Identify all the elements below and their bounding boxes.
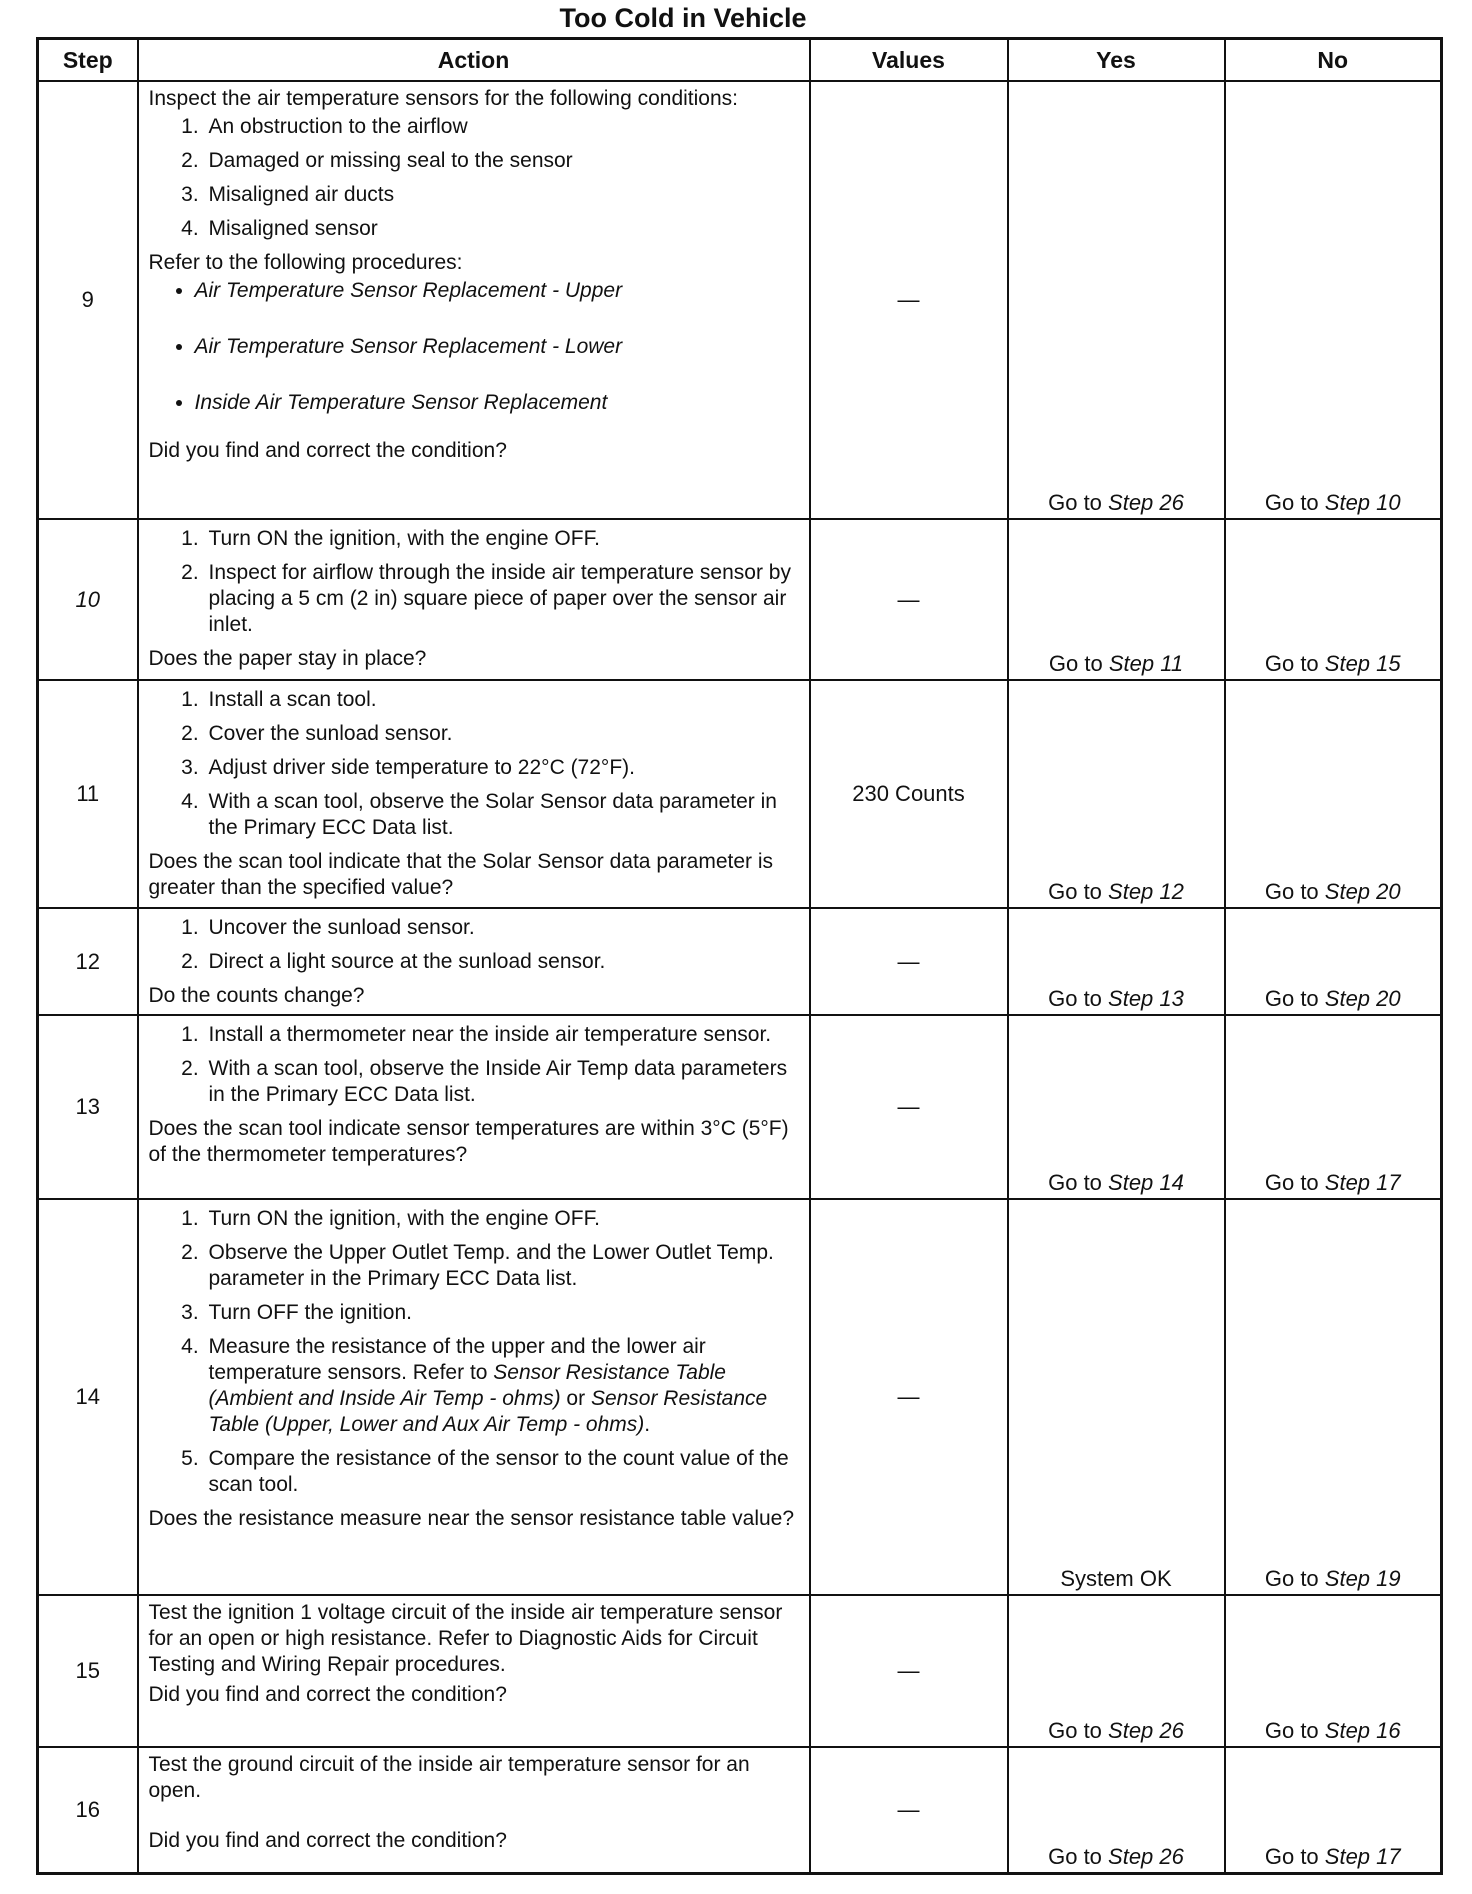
header-values: Values — [810, 39, 1008, 82]
table-row — [38, 1015, 1442, 1199]
list-item: 1. An obstruction to the airflow — [205, 114, 799, 140]
step-link[interactable]: Step 15 — [1324, 651, 1401, 676]
goto-prefix: Go to — [1264, 651, 1325, 676]
action-cell — [138, 908, 810, 1015]
action-intro: Test the ignition 1 voltage circuit of the inside air temperature sensor for an open or high resistance. Refer to Diagnostic Aids for Circuit Testing and Wiring Repair procedures. — [148, 1601, 783, 1676]
action-cell — [138, 1199, 810, 1595]
step-link[interactable]: Step 26 — [1108, 1843, 1184, 1869]
item-text: or — [560, 1387, 591, 1410]
action-question: Did you find and correct the condition? — [148, 1829, 507, 1852]
list-item: 4. With a scan tool, observe the Solar Sensor data parameter in the Primary ECC Data list. — [205, 789, 799, 841]
action-list — [149, 114, 799, 242]
item-text: Measure the resistance of the upper and the lower air temperature sensors. Refer to — [208, 1335, 706, 1384]
item-text: . — [644, 1413, 651, 1436]
list-item: 3. Turn OFF the ignition. — [205, 1300, 799, 1326]
step-number: 12 — [38, 908, 138, 1015]
goto-prefix: Go to — [1264, 879, 1325, 904]
step-link[interactable]: Step 20 — [1324, 879, 1401, 904]
step-link[interactable]: Step 20 — [1324, 986, 1401, 1011]
step-link[interactable]: Step 12 — [1108, 879, 1184, 904]
step-number: 14 — [38, 1199, 138, 1595]
yes-cell — [1008, 908, 1225, 1015]
header-no: No — [1225, 39, 1442, 82]
reference-link[interactable]: Sensor Resistance Table (Upper, Lower and Aux Air Temp - ohms) — [208, 1387, 768, 1436]
goto-prefix: Go to — [1048, 490, 1109, 515]
yes-cell: System OK — [1008, 1199, 1225, 1595]
no-cell — [1225, 519, 1442, 680]
list-item: 1. Install a thermometer near the inside air temperature sensor. — [205, 1022, 799, 1048]
list-item: 3. Misaligned air ducts — [205, 182, 799, 208]
step-number: 15 — [38, 1595, 138, 1747]
list-item: 1. Turn ON the ignition, with the engine OFF. — [205, 526, 799, 552]
action-intro: Test the ground circuit of the inside air temperature sensor for an open. — [148, 1753, 750, 1802]
goto-prefix: Go to — [1264, 986, 1325, 1011]
step-link[interactable]: Step 10 — [1324, 490, 1401, 515]
action-question: Does the scan tool indicate sensor temperatures are within 3°C (5°F) of the thermometer temperatures? — [148, 1117, 789, 1166]
goto-prefix: Go to — [1048, 879, 1109, 904]
step-link[interactable]: Step 13 — [1108, 986, 1184, 1011]
step-link[interactable]: Step 19 — [1324, 1566, 1401, 1591]
list-item: 2. Observe the Upper Outlet Temp. and the Lower Outlet Temp. parameter in the Primary ECC Data list. — [205, 1240, 799, 1292]
action-list — [149, 915, 799, 975]
yes-cell — [1008, 680, 1225, 908]
goto-prefix: Go to — [1264, 1566, 1325, 1591]
no-cell — [1225, 1015, 1442, 1199]
value-cell: 230 Counts — [810, 680, 1008, 908]
action-list — [149, 1206, 799, 1498]
step-link[interactable]: Step 17 — [1324, 1170, 1401, 1195]
goto-prefix: Go to — [1048, 986, 1109, 1011]
value-cell: — — [810, 81, 1008, 519]
action-question: Does the resistance measure near the sensor resistance table value? — [148, 1507, 795, 1530]
action-intro: Inspect the air temperature sensors for the following conditions: — [148, 87, 738, 110]
list-item: 2. Direct a light source at the sunload sensor. — [205, 949, 799, 975]
goto-prefix: Go to — [1264, 1843, 1325, 1869]
table-header-row — [38, 39, 1442, 82]
table-row — [38, 1747, 1442, 1873]
list-item: 3. Adjust driver side temperature to 22°C (72°F). — [205, 755, 799, 781]
value-cell: — — [810, 1015, 1008, 1199]
yes-cell — [1008, 519, 1225, 680]
list-item: 1. Uncover the sunload sensor. — [205, 915, 799, 941]
table-row — [38, 680, 1442, 908]
goto-prefix: Go to — [1048, 651, 1109, 676]
yes-cell — [1008, 1747, 1225, 1873]
no-cell — [1225, 1747, 1442, 1873]
step-number: 10 — [38, 519, 138, 680]
step-number: 11 — [38, 680, 138, 908]
value-cell: — — [810, 519, 1008, 680]
list-item: 1. Turn ON the ignition, with the engine OFF. — [205, 1206, 799, 1232]
action-list — [149, 1022, 799, 1108]
no-cell — [1225, 1199, 1442, 1595]
action-question: Does the paper stay in place? — [148, 647, 427, 670]
list-item: 2. Inspect for airflow through the inside air temperature sensor by placing a 5 cm (2 in) square piece of paper over the sensor air inlet. — [205, 560, 799, 638]
yes-cell — [1008, 1015, 1225, 1199]
goto-prefix: Go to — [1264, 1718, 1325, 1743]
action-question: Did you find and correct the condition? — [148, 1683, 507, 1706]
action-list — [149, 526, 799, 638]
action-cell — [138, 1747, 810, 1873]
goto-prefix: Go to — [1264, 1170, 1325, 1195]
goto-prefix: Go to — [1048, 1718, 1109, 1743]
table-row — [38, 81, 1442, 519]
step-link[interactable]: Step 14 — [1108, 1170, 1184, 1195]
action-question: Do the counts change? — [148, 984, 365, 1007]
value-cell: — — [810, 1199, 1008, 1595]
value-cell: — — [810, 908, 1008, 1015]
action-list — [149, 687, 799, 841]
action-cell — [138, 1015, 810, 1199]
header-step: Step — [38, 39, 138, 82]
list-item: 4. Misaligned sensor — [205, 216, 799, 242]
list-item: 1. Install a scan tool. — [205, 687, 799, 713]
table-row — [38, 1595, 1442, 1747]
value-cell: — — [810, 1595, 1008, 1747]
yes-cell — [1008, 1595, 1225, 1747]
list-item: 2. With a scan tool, observe the Inside Air Temp data parameters in the Primary ECC Data list. — [205, 1056, 799, 1108]
step-link[interactable]: Step 17 — [1324, 1843, 1401, 1869]
table-row — [38, 519, 1442, 680]
action-cell — [138, 519, 810, 680]
action-cell — [138, 680, 810, 908]
step-number: 9 — [38, 81, 138, 519]
no-cell — [1225, 1595, 1442, 1747]
yes-cell — [1008, 81, 1225, 519]
table-row — [38, 908, 1442, 1015]
reference-link[interactable]: Sensor Resistance Table (Ambient and Inside Air Temp - ohms) — [208, 1361, 726, 1410]
header-yes: Yes — [1008, 39, 1225, 82]
procedure-link[interactable]: • Inside Air Temperature Sensor Replacement — [195, 390, 799, 416]
header-action: Action — [138, 39, 810, 82]
step-link[interactable]: Step 26 — [1108, 1718, 1184, 1743]
list-item: 2. Cover the sunload sensor. — [205, 721, 799, 747]
procedure-link[interactable]: • Air Temperature Sensor Replacement - Lower — [195, 334, 799, 360]
action-cell — [138, 1595, 810, 1747]
document-title: Too Cold in Vehicle — [559, 3, 807, 33]
step-link[interactable]: Step 26 — [1108, 490, 1184, 515]
goto-prefix: Go to — [1264, 490, 1325, 515]
list-item: 2. Damaged or missing seal to the sensor — [205, 148, 799, 174]
step-number: 16 — [38, 1747, 138, 1873]
list-item — [205, 1334, 799, 1438]
table-row — [38, 1199, 1442, 1595]
procedure-list — [149, 278, 799, 416]
value-cell: — — [810, 1747, 1008, 1873]
diagnostic-table — [36, 37, 1443, 1875]
refer-text: Refer to the following procedures: — [148, 251, 463, 274]
no-cell — [1225, 680, 1442, 908]
goto-prefix: Go to — [1048, 1170, 1109, 1195]
action-cell — [138, 81, 810, 519]
procedure-link[interactable]: • Air Temperature Sensor Replacement - Upper — [195, 278, 799, 304]
action-question: Does the scan tool indicate that the Solar Sensor data parameter is greater than the specified value? — [148, 850, 774, 899]
action-question: Did you find and correct the condition? — [148, 439, 507, 462]
step-link[interactable]: Step 11 — [1108, 651, 1184, 676]
goto-prefix: Go to — [1048, 1843, 1109, 1869]
list-item: 5. Compare the resistance of the sensor to the count value of the scan tool. — [205, 1446, 799, 1498]
step-link[interactable]: Step 16 — [1324, 1718, 1401, 1743]
step-number: 13 — [38, 1015, 138, 1199]
no-cell — [1225, 81, 1442, 519]
no-cell — [1225, 908, 1442, 1015]
